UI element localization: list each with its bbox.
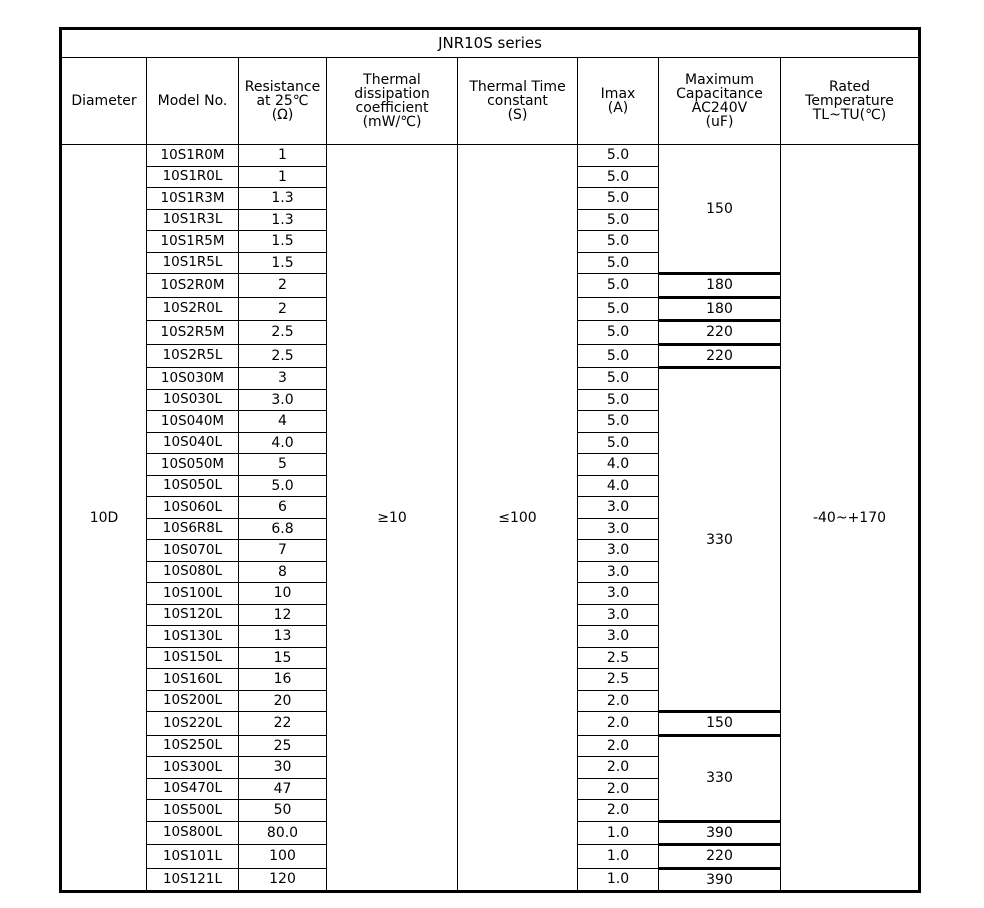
imax-cell: 3.0 [578, 626, 659, 648]
header-thermal-time-constant: Thermal Time constant (S) [458, 58, 578, 145]
header-row [61, 58, 920, 145]
model-cell: 10S6R8L [147, 518, 239, 540]
header-model-no: Model No. [147, 58, 239, 145]
model-cell: 10S500L [147, 800, 239, 822]
model-cell: 10S100L [147, 583, 239, 605]
imax-cell: 2.5 [578, 647, 659, 669]
imax-cell: 1.0 [578, 821, 659, 845]
resistance-cell: 10 [239, 583, 327, 605]
model-cell: 10S040L [147, 432, 239, 454]
model-cell: 10S050M [147, 454, 239, 476]
resistance-cell: 1.5 [239, 252, 327, 274]
capacitance-cell: 150 [659, 712, 781, 736]
capacitance-cell: 330 [659, 735, 781, 821]
model-cell: 10S1R5L [147, 252, 239, 274]
table-title: JNR10S series [61, 29, 920, 58]
model-cell: 10S121L [147, 868, 239, 892]
resistance-cell: 22 [239, 712, 327, 736]
imax-cell: 5.0 [578, 368, 659, 390]
table-row [61, 145, 920, 167]
model-cell: 10S300L [147, 757, 239, 779]
model-cell: 10S2R0L [147, 297, 239, 321]
header-resistance: Resistance at 25℃ (Ω) [239, 58, 327, 145]
diameter-cell: 10D [61, 145, 147, 892]
resistance-cell: 25 [239, 735, 327, 757]
model-cell: 10S160L [147, 669, 239, 691]
capacitance-cell: 390 [659, 821, 781, 845]
model-cell: 10S250L [147, 735, 239, 757]
imax-cell: 5.0 [578, 297, 659, 321]
table-body [61, 145, 920, 892]
resistance-cell: 3 [239, 368, 327, 390]
imax-cell: 2.0 [578, 757, 659, 779]
resistance-cell: 1.3 [239, 188, 327, 210]
model-cell: 10S120L [147, 604, 239, 626]
imax-cell: 3.0 [578, 561, 659, 583]
resistance-cell: 2 [239, 297, 327, 321]
resistance-cell: 2 [239, 274, 327, 298]
imax-cell: 5.0 [578, 389, 659, 411]
imax-cell: 5.0 [578, 209, 659, 231]
resistance-cell: 15 [239, 647, 327, 669]
imax-cell: 2.5 [578, 669, 659, 691]
imax-cell: 5.0 [578, 432, 659, 454]
rated-temperature-cell: -40~+170 [781, 145, 920, 892]
capacitance-cell: 220 [659, 321, 781, 345]
imax-cell: 5.0 [578, 188, 659, 210]
thermal-time-constant-cell: ≤100 [458, 145, 578, 892]
model-cell: 10S1R3M [147, 188, 239, 210]
spec-table [59, 27, 921, 893]
capacitance-cell: 330 [659, 368, 781, 712]
header-diameter: Diameter [61, 58, 147, 145]
model-cell: 10S470L [147, 778, 239, 800]
imax-cell: 5.0 [578, 231, 659, 253]
imax-cell: 2.0 [578, 800, 659, 822]
imax-cell: 2.0 [578, 735, 659, 757]
resistance-cell: 120 [239, 868, 327, 892]
resistance-cell: 30 [239, 757, 327, 779]
resistance-cell: 1 [239, 166, 327, 188]
imax-cell: 3.0 [578, 497, 659, 519]
resistance-cell: 100 [239, 845, 327, 869]
imax-cell: 3.0 [578, 583, 659, 605]
model-cell: 10S2R5M [147, 321, 239, 345]
capacitance-cell: 220 [659, 845, 781, 869]
model-cell: 10S150L [147, 647, 239, 669]
imax-cell: 2.0 [578, 690, 659, 712]
capacitance-cell: 180 [659, 274, 781, 298]
resistance-cell: 1.5 [239, 231, 327, 253]
imax-cell: 4.0 [578, 475, 659, 497]
model-cell: 10S2R0M [147, 274, 239, 298]
thermal-dissipation-cell: ≥10 [327, 145, 458, 892]
header-max-capacitance: Maximum Capacitance AC240V (uF) [659, 58, 781, 145]
resistance-cell: 6 [239, 497, 327, 519]
imax-cell: 3.0 [578, 540, 659, 562]
header-thermal-dissipation: Thermal dissipation coefficient (mW/℃) [327, 58, 458, 145]
imax-cell: 1.0 [578, 845, 659, 869]
resistance-cell: 47 [239, 778, 327, 800]
imax-cell: 5.0 [578, 411, 659, 433]
imax-cell: 2.0 [578, 712, 659, 736]
resistance-cell: 6.8 [239, 518, 327, 540]
imax-cell: 2.0 [578, 778, 659, 800]
model-cell: 10S1R0L [147, 166, 239, 188]
imax-cell: 5.0 [578, 145, 659, 167]
model-cell: 10S2R5L [147, 344, 239, 368]
model-cell: 10S800L [147, 821, 239, 845]
resistance-cell: 8 [239, 561, 327, 583]
capacitance-cell: 180 [659, 297, 781, 321]
resistance-cell: 80.0 [239, 821, 327, 845]
model-cell: 10S1R5M [147, 231, 239, 253]
resistance-cell: 12 [239, 604, 327, 626]
model-cell: 10S101L [147, 845, 239, 869]
capacitance-cell: 220 [659, 344, 781, 368]
resistance-cell: 5.0 [239, 475, 327, 497]
resistance-cell: 2.5 [239, 321, 327, 345]
model-cell: 10S050L [147, 475, 239, 497]
imax-cell: 3.0 [578, 604, 659, 626]
resistance-cell: 1.3 [239, 209, 327, 231]
imax-cell: 5.0 [578, 274, 659, 298]
resistance-cell: 4 [239, 411, 327, 433]
imax-cell: 1.0 [578, 868, 659, 892]
resistance-cell: 16 [239, 669, 327, 691]
resistance-cell: 1 [239, 145, 327, 167]
header-rated-temperature: Rated Temperature TL~TU(℃) [781, 58, 920, 145]
header-imax: Imax (A) [578, 58, 659, 145]
imax-cell: 5.0 [578, 166, 659, 188]
model-cell: 10S1R0M [147, 145, 239, 167]
model-cell: 10S220L [147, 712, 239, 736]
imax-cell: 3.0 [578, 518, 659, 540]
capacitance-cell: 390 [659, 868, 781, 892]
model-cell: 10S130L [147, 626, 239, 648]
model-cell: 10S030L [147, 389, 239, 411]
model-cell: 10S070L [147, 540, 239, 562]
resistance-cell: 20 [239, 690, 327, 712]
imax-cell: 5.0 [578, 252, 659, 274]
model-cell: 10S080L [147, 561, 239, 583]
model-cell: 10S1R3L [147, 209, 239, 231]
model-cell: 10S030M [147, 368, 239, 390]
capacitance-cell: 150 [659, 145, 781, 274]
resistance-cell: 3.0 [239, 389, 327, 411]
resistance-cell: 13 [239, 626, 327, 648]
resistance-cell: 2.5 [239, 344, 327, 368]
resistance-cell: 4.0 [239, 432, 327, 454]
resistance-cell: 50 [239, 800, 327, 822]
imax-cell: 5.0 [578, 344, 659, 368]
model-cell: 10S200L [147, 690, 239, 712]
model-cell: 10S040M [147, 411, 239, 433]
imax-cell: 4.0 [578, 454, 659, 476]
resistance-cell: 7 [239, 540, 327, 562]
imax-cell: 5.0 [578, 321, 659, 345]
resistance-cell: 5 [239, 454, 327, 476]
model-cell: 10S060L [147, 497, 239, 519]
